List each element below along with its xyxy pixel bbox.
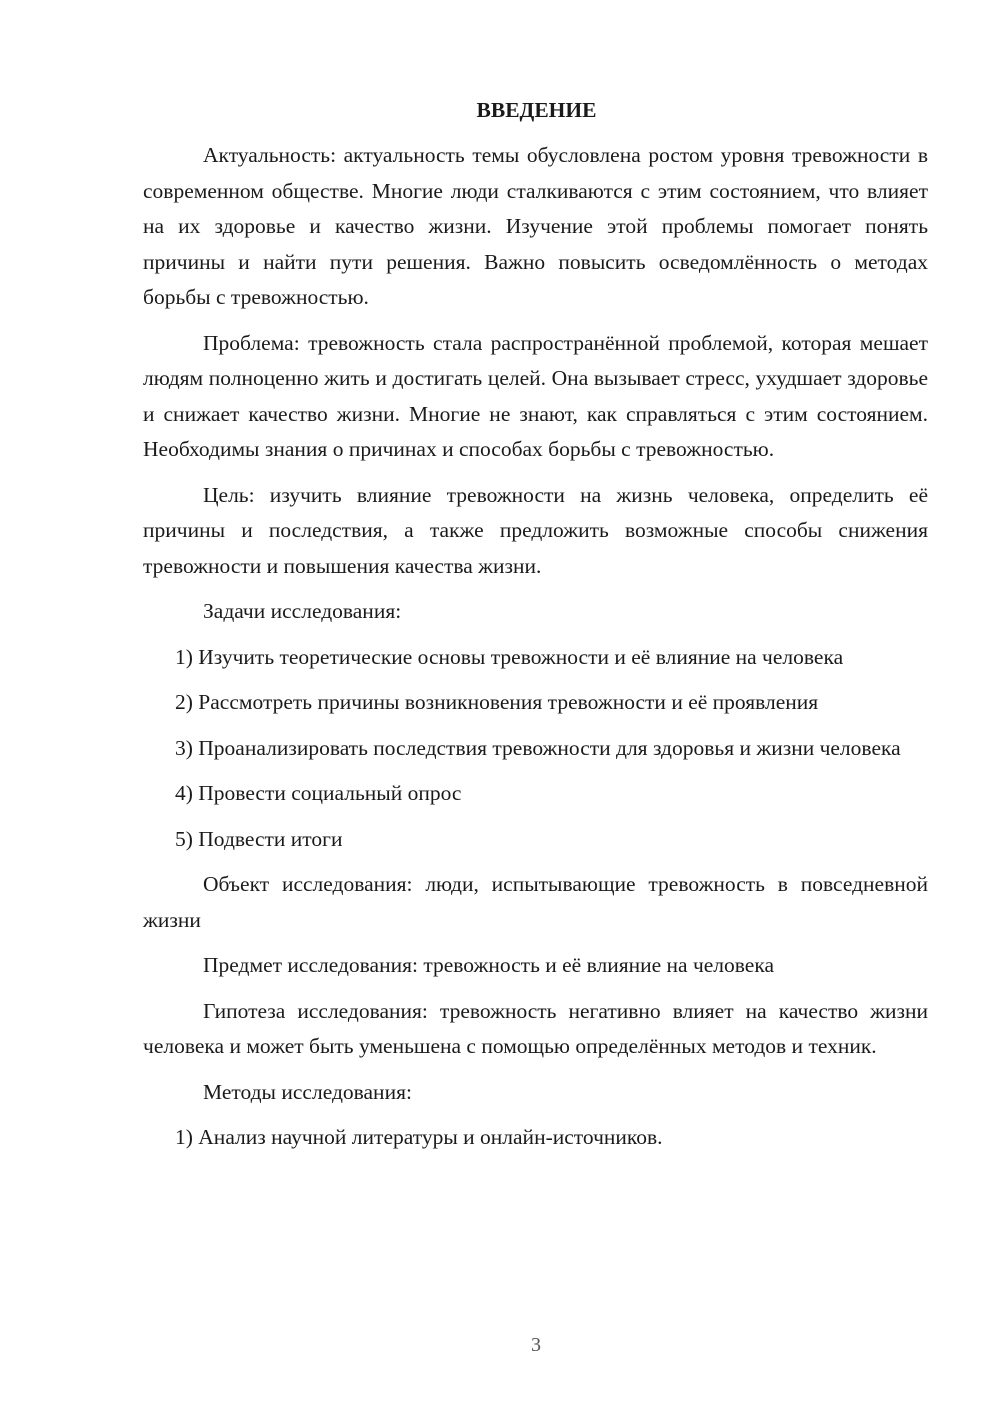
hypothesis-paragraph: Гипотеза исследования: тревожность негативно влияет на качество жизни человека и может быть уменьшена с помощью определённых методов и техник. <box>143 998 928 1058</box>
methods-heading: Методы исследования: <box>203 1079 412 1104</box>
document-body <box>143 94 928 1166</box>
task-item: 3) Проанализировать последствия тревожности для здоровья и жизни человека <box>175 735 901 760</box>
relevance-paragraph: Актуальность: актуальность темы обусловлена ростом уровня тревожности в современном обществе. Многие люди сталкиваются с этим состоянием, что влияет на их здоровье и качество жизни. Изучение этой проблемы помогает понять причины и найти пути решения. Важно повысить осведомлённость о методах борьбы с тревожностью. <box>143 143 928 309</box>
subject-paragraph: Предмет исследования: тревожность и её влияние на человека <box>203 953 775 977</box>
tasks-heading: Задачи исследования: <box>203 599 402 623</box>
task-item: 4) Провести социальный опрос <box>175 781 462 805</box>
method-item: 1) Анализ научной литературы и онлайн-источников. <box>175 1125 663 1149</box>
problem-paragraph: Проблема: тревожность стала распространённой проблемой, которая мешает людям полноценно жить и достигать целей. Она вызывает стресс, ухудшает здоровье и снижает качество жизни. Многие не знают, как справляться с этим состоянием. Необходимы знания о причинах и способах борьбы с тревожностью. <box>143 330 928 461</box>
section-title: ВВЕДЕНИЕ <box>476 98 597 122</box>
object-paragraph: Объект исследования: люди, испытывающие тревожность в повседневной жизни <box>143 872 928 932</box>
goal-paragraph: Цель: изучить влияние тревожности на жизнь человека, определить её причины и последствия, а также предложить возможные способы снижения тревожности и повышения качества жизни. <box>143 482 928 578</box>
page-number: 3 <box>531 1334 541 1356</box>
task-item: 2) Рассмотреть причины возникновения тревожности и её проявления <box>175 690 819 714</box>
task-item: 5) Подвести итоги <box>175 826 343 851</box>
task-item: 1) Изучить теоретические основы тревожности и её влияние на человека <box>175 644 844 669</box>
